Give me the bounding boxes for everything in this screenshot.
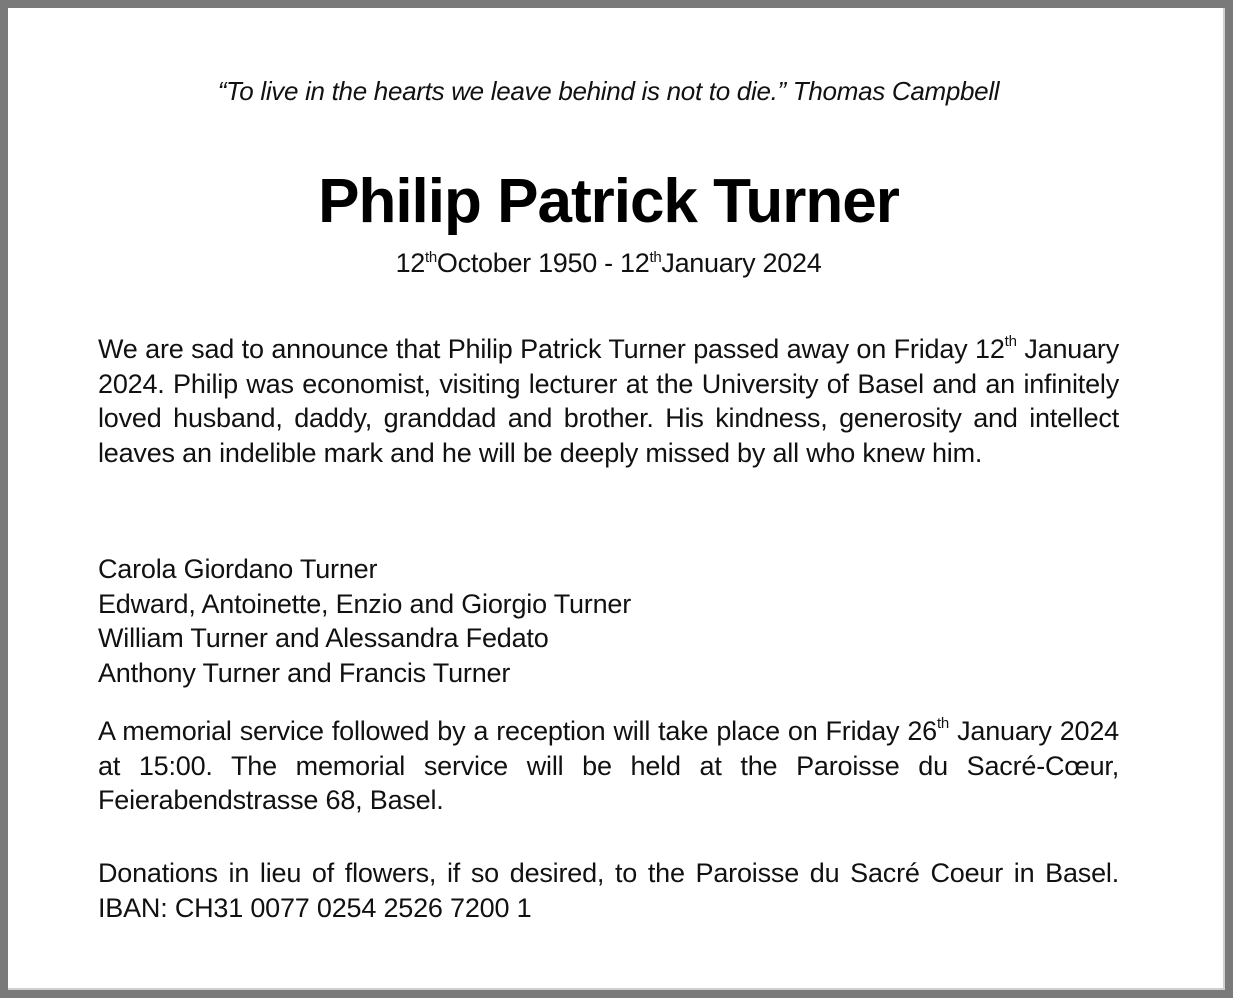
family-list — [98, 552, 1119, 690]
birth-day: 12 — [395, 248, 425, 278]
birth-date-rest: October 1950 - — [436, 248, 621, 278]
birth-day-suffix: th — [425, 249, 437, 266]
family-member: Anthony Turner and Francis Turner — [98, 657, 511, 688]
announcement-text-2: January 2024. Philip was economist, visiting lecturer at the University of Basel and an infinitely loved husband, daddy, granddad and brother. His kindness, generosity and intellect leaves an indelible mark and he will be deeply missed by all who knew him. — [98, 334, 1119, 468]
obituary-page — [8, 8, 1225, 990]
memorial-paragraph — [98, 714, 1119, 818]
family-member: Edward, Antoinette, Enzio and Giorgio Turner — [98, 588, 632, 619]
memorial-suffix: th — [936, 715, 950, 732]
life-dates — [0, 248, 1225, 279]
announcement-paragraph — [98, 332, 1119, 470]
family-member: William Turner and Alessandra Fedato — [98, 623, 549, 653]
epigraph-quote: “To live in the hearts we leave behind is not to die.” Thomas Campbell — [217, 76, 1000, 106]
death-day-suffix: th — [649, 249, 662, 266]
death-day: 12 — [620, 248, 650, 278]
memorial-text-1: A memorial service followed by a reception will take place on Friday 26 — [98, 716, 937, 746]
announcement-text-1: We are sad to announce that Philip Patrick Turner passed away on Friday 12 — [98, 334, 1005, 364]
family-member: Carola Giordano Turner — [98, 554, 378, 584]
deceased-name: Philip Patrick Turner — [318, 167, 899, 236]
announcement-suffix: th — [1004, 333, 1017, 350]
death-date-rest: January 2024 — [661, 248, 822, 278]
memorial-text-2: January 2024 at 15:00. The memorial service will be held at the Paroisse du Sacré-Cœur, Feierabendstrasse 68, Basel. — [98, 716, 1119, 815]
donations-paragraph: Donations in lieu of flowers, if so desired, to the Paroisse du Sacré Coeur in Basel. IBAN: CH31 0077 0254 2526 7200 1 — [98, 858, 1119, 923]
